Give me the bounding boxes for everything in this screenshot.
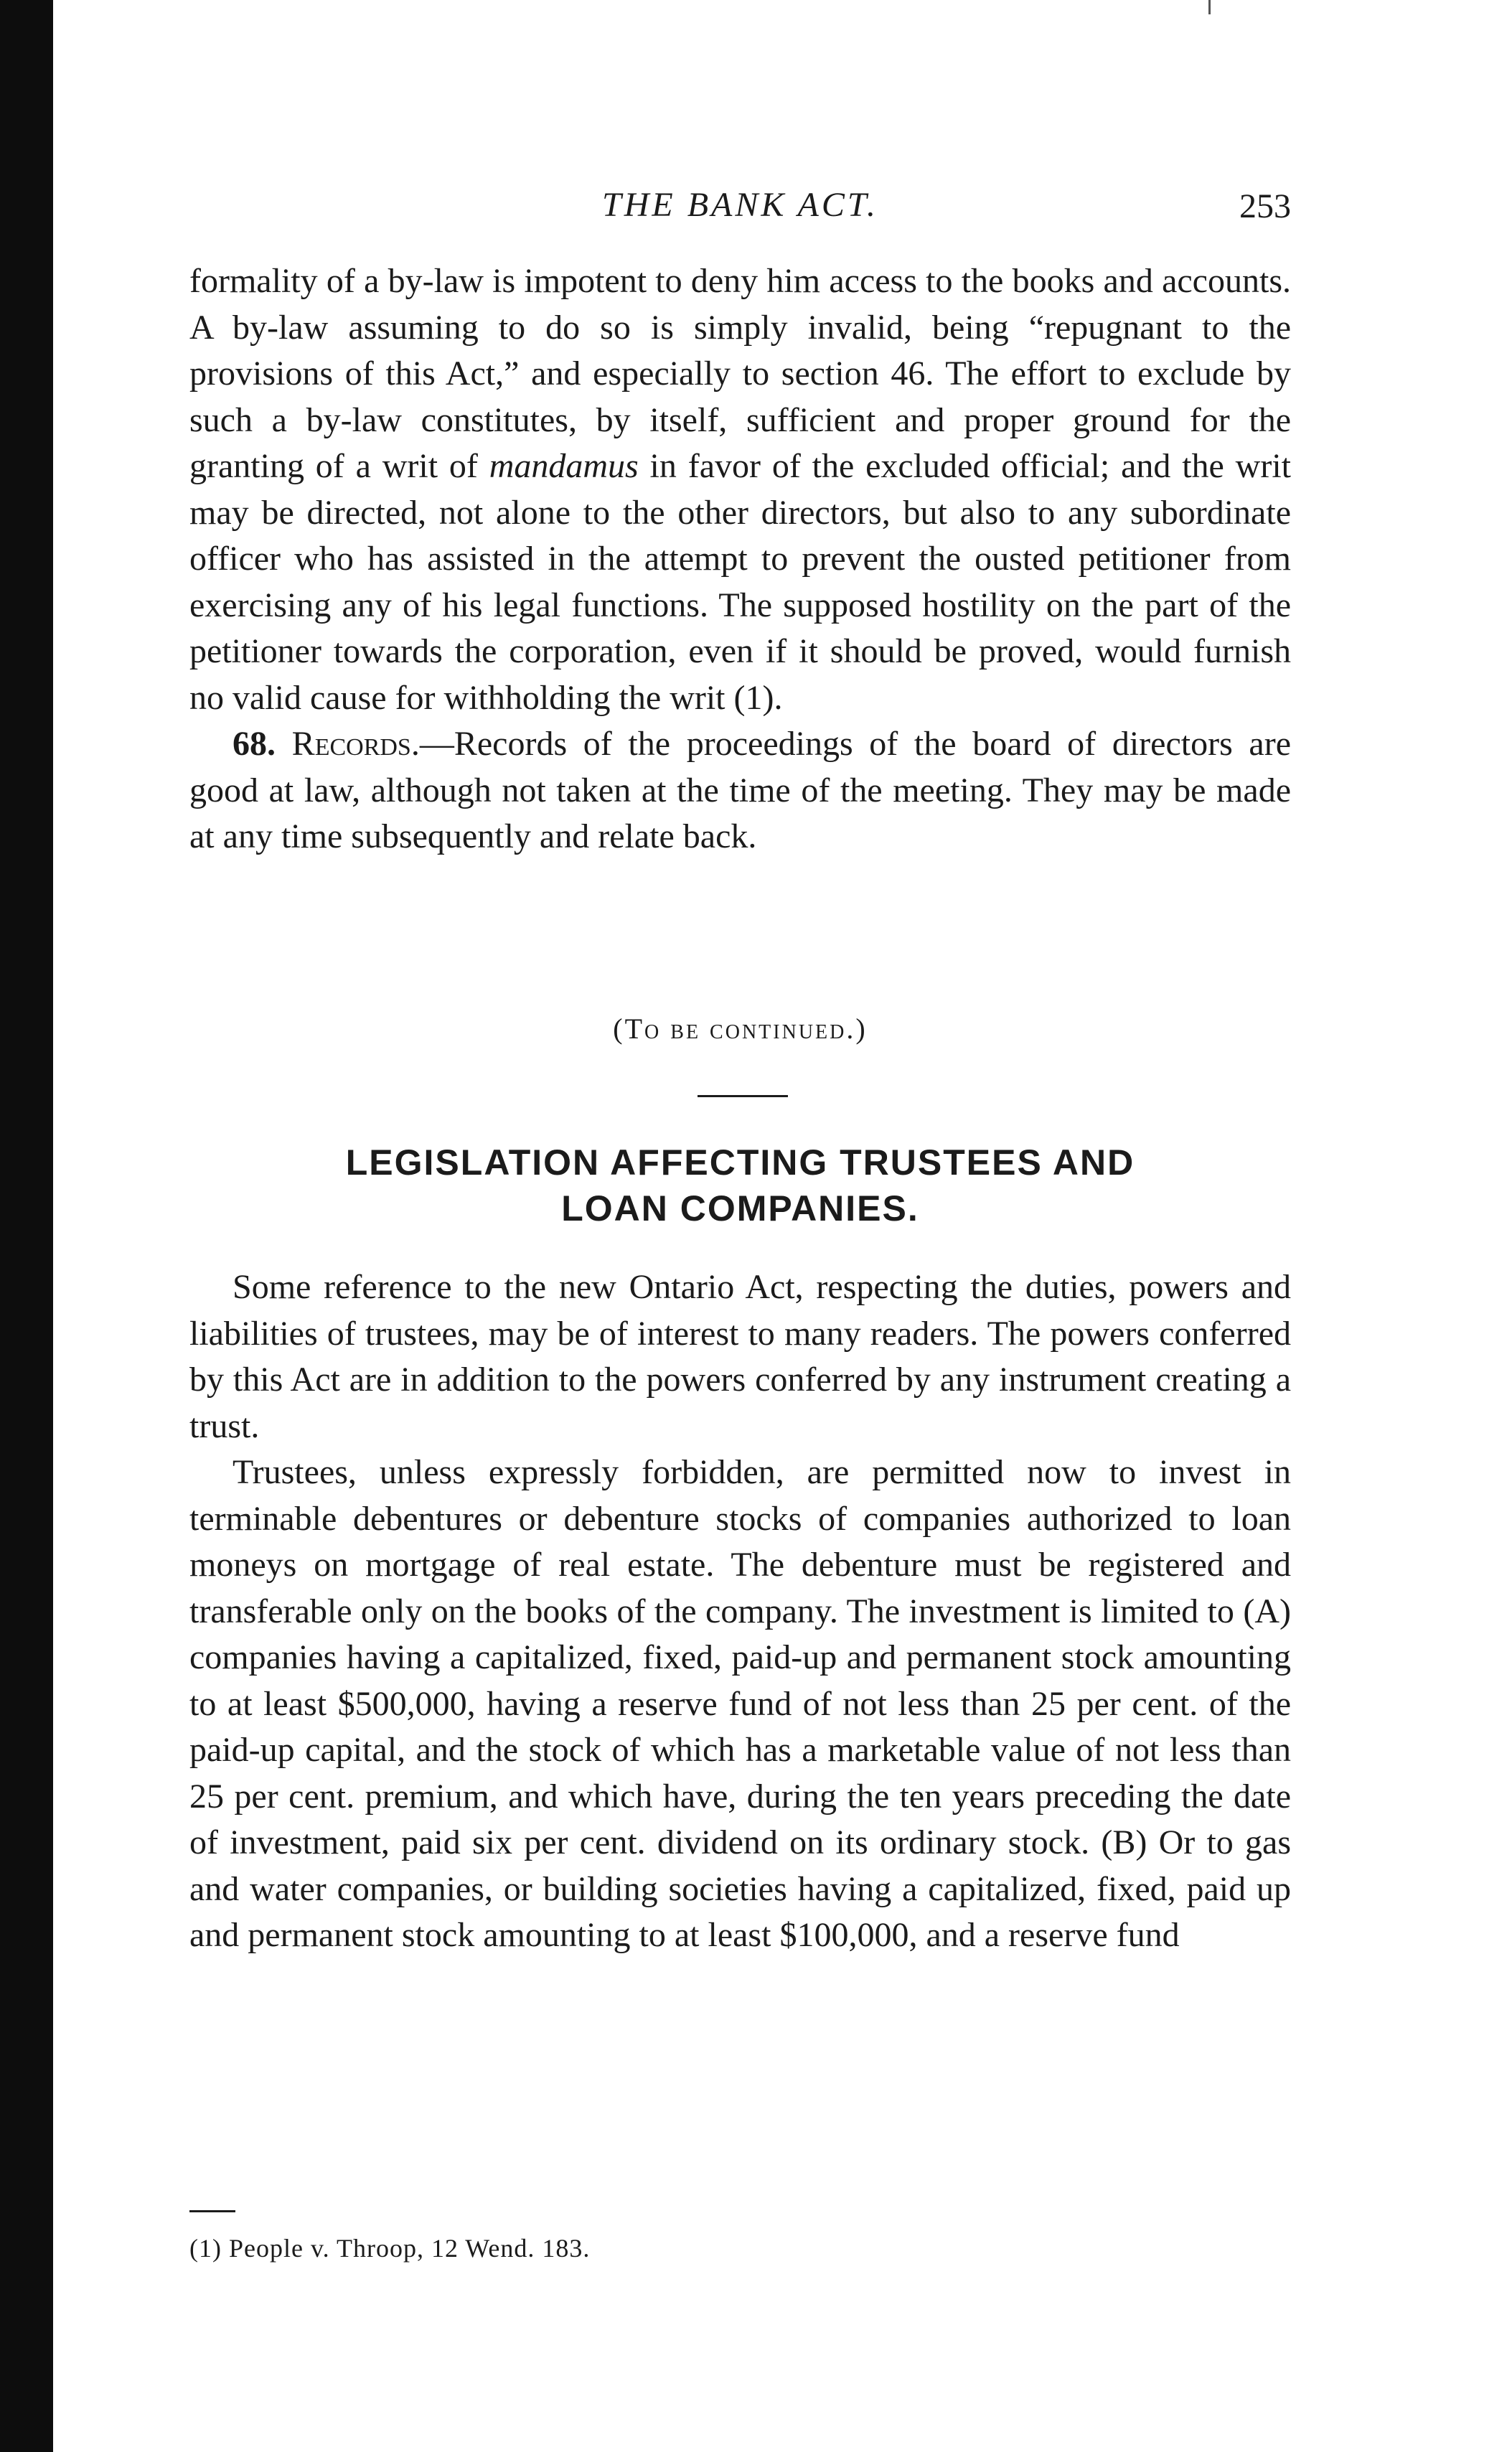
article-title-line: LEGISLATION AFFECTING TRUSTEES AND (345, 1142, 1135, 1183)
bank-act-paragraph (189, 258, 1291, 721)
article-body (189, 1264, 1291, 1959)
page-binding-edge (0, 0, 53, 2452)
section-title: Records. (291, 725, 420, 763)
section-divider (698, 1095, 788, 1097)
article-paragraph: Some reference to the new Ontario Act, respecting the duties, powers and liabilities of trustees, may be of interest to many readers. The powers conferred by this Act are in addition to the powers conferred by any instrument creating a trust. (189, 1268, 1291, 1445)
section-number: 68. (233, 725, 276, 763)
footnote-rule (189, 2210, 235, 2212)
continued-note: (To be continued.) (613, 1013, 868, 1045)
page-header (189, 185, 1291, 243)
article-title (189, 1140, 1291, 1231)
paragraph-text: —Records of the proceedings of the board of directors are good at law, although not taken at the time of the meeting. They may be made at any time subsequently and relate back. (189, 725, 1292, 855)
paragraph-text: in favor of the excluded official; and the writ may be directed, not alone to the other directors, but also to any subordinate officer who has assisted in the attempt to prevent the ousted petitioner from exercising any of his legal functions. The supposed hostility on the part of the petitioner towards the corporation, even if it should be proved, would furnish no valid cause for withholding the writ (1). (189, 447, 1291, 717)
running-head: THE BANK ACT. (602, 186, 878, 224)
page-number: 253 (1239, 187, 1291, 225)
italic-term: mandamus (489, 447, 639, 485)
bank-act-section (189, 258, 1291, 860)
scan-mark (1208, 0, 1211, 14)
records-paragraph (189, 721, 1291, 860)
article-paragraph: Trustees, unless expressly forbidden, are permitted now to invest in terminable debentures or debenture stocks of companies authorized to loan moneys on mortgage of real estate. The debenture must be registered and transferable only on the books of the company. The investment is limited to (A) companies having a capitalized, fixed, paid-up and permanent stock amounting to at least $500,000, having a reserve fund of not less than 25 per cent. of the paid-up capital, and the stock of which has a marketable value of not less than 25 per cent. premium, and which have, during the ten years preceding the date of investment, paid six per cent. dividend on its ordinary stock. (B) Or to gas and water companies, or building societies having a capitalized, fixed, paid up and permanent stock amounting to at least $100,000, and a reserve fund (189, 1453, 1291, 1954)
paragraph-text: formality of a by-law is impotent to deny him access to the books and accounts. A by-law assuming to do so is simply invalid, being “repugnant to the provisions of this Act,” and especially to section 46. The effort to exclude by such a by-law constitutes, by itself, sufficient and proper ground for the granting of a writ of (189, 262, 1291, 485)
article-title-line: LOAN COMPANIES. (561, 1188, 919, 1229)
footnote: (1) People v. Throop, 12 Wend. 183. (189, 2234, 591, 2263)
